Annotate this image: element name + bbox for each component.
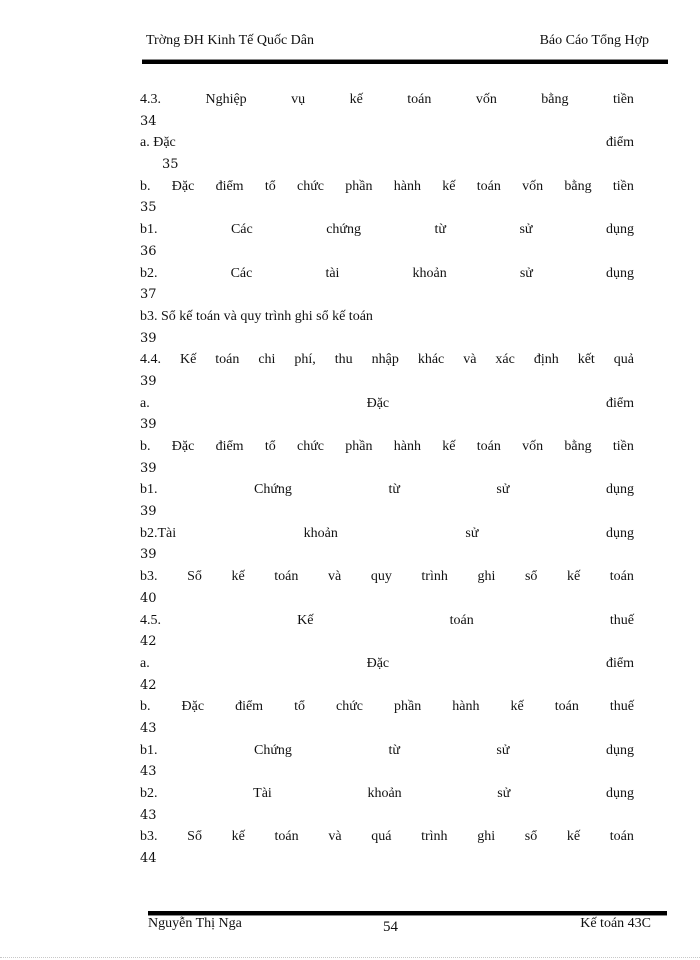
- toc-word: ghi: [477, 569, 496, 585]
- toc-page-number: 44: [140, 851, 157, 867]
- toc-word: sử: [497, 786, 511, 801]
- toc-word: trình: [421, 829, 448, 845]
- footer-author: Nguyễn Thị Nga: [148, 916, 242, 931]
- toc-word: Đặc: [366, 655, 390, 671]
- toc-entry: [140, 132, 634, 175]
- toc-word: Nghiệp: [205, 92, 247, 107]
- toc-word: dụng: [605, 742, 634, 758]
- toc-word: chi: [258, 352, 276, 368]
- toc-entry: [140, 653, 634, 696]
- toc-word: và: [463, 352, 477, 368]
- toc-entry: [140, 566, 634, 609]
- toc-entry: [140, 393, 634, 436]
- toc-page-number: 34: [140, 113, 157, 129]
- toc-word: 4.4.: [140, 352, 161, 368]
- toc-word: b.: [140, 178, 151, 194]
- toc-entry-title: [140, 479, 634, 501]
- toc-word: điểm: [215, 178, 244, 194]
- header-report-title: Báo Cáo Tổng Hợp: [539, 33, 649, 48]
- toc-word: vốn: [475, 92, 497, 107]
- header-university: Trờng ĐH Kinh Tế Quốc Dân: [146, 33, 315, 48]
- toc-word: toán: [449, 612, 474, 628]
- toc-page-number: 39: [140, 504, 157, 520]
- toc-word: toán: [609, 829, 634, 845]
- toc-word: sử: [519, 222, 533, 238]
- toc-word: quy: [370, 569, 392, 585]
- toc-word: và: [328, 569, 342, 585]
- toc-entry: [140, 696, 634, 739]
- toc-page-number: 39: [140, 460, 157, 476]
- toc-word: toán: [215, 352, 240, 368]
- toc-entry-title: [140, 653, 634, 675]
- toc-word: 4.5.: [140, 612, 161, 628]
- toc-word: b2.: [140, 265, 158, 281]
- toc-word: toán: [274, 829, 299, 845]
- toc-word: toán: [476, 439, 501, 454]
- toc-word: từ: [434, 222, 446, 238]
- toc-entry-title: [140, 132, 634, 154]
- toc-entry: [140, 783, 634, 826]
- toc-word: kế: [566, 569, 581, 585]
- toc-word: quá: [371, 829, 392, 845]
- toc-word: dụng: [606, 265, 634, 281]
- toc-page-number: 35: [162, 157, 179, 173]
- toc-word: b3.: [140, 569, 158, 585]
- toc-word: vốn: [522, 178, 544, 194]
- toc-entry-title: [140, 89, 634, 111]
- toc-word: Sổ: [187, 569, 202, 585]
- toc-word: định: [533, 352, 559, 368]
- toc-word: hành: [452, 699, 480, 715]
- toc-word: từ: [388, 742, 400, 758]
- toc-word: Chứng: [254, 742, 292, 758]
- toc-word: thuế: [609, 699, 634, 715]
- toc-word: b3. Sổ kế toán và quy trình ghi sổ kế toán: [140, 308, 373, 324]
- toc-word: bằng: [564, 439, 592, 454]
- toc-word: tiền: [612, 178, 634, 194]
- toc-page-number: 42: [140, 677, 157, 693]
- toc-word: b2.Tài: [140, 525, 177, 541]
- table-of-contents: [140, 89, 634, 870]
- toc-entry: [140, 176, 634, 219]
- toc-word: phần: [394, 699, 422, 715]
- toc-page-number: 40: [140, 590, 157, 606]
- toc-word: điểm: [605, 395, 634, 411]
- toc-word: Kế: [297, 612, 314, 628]
- toc-word: kế: [231, 569, 245, 585]
- toc-word: thu: [334, 352, 353, 368]
- toc-entry-title: [140, 696, 634, 718]
- toc-word: điểm: [605, 655, 634, 671]
- toc-page-number: 35: [140, 200, 157, 216]
- toc-word: chứng: [326, 222, 362, 238]
- toc-word: trình: [421, 569, 448, 585]
- toc-word: Các: [230, 222, 253, 238]
- toc-entry: [140, 263, 634, 306]
- toc-word: phí,: [294, 352, 316, 368]
- toc-entry: [140, 89, 634, 132]
- toc-entry: [140, 740, 634, 783]
- toc-word: kế: [442, 178, 456, 194]
- toc-word: b3.: [140, 829, 158, 845]
- toc-word: kế: [566, 829, 581, 845]
- toc-page-number: 43: [140, 807, 157, 823]
- toc-word: Kế: [179, 352, 197, 368]
- toc-entry: [140, 306, 634, 349]
- toc-word: tổ: [294, 699, 305, 715]
- toc-word: Đặc: [171, 439, 195, 454]
- toc-word: từ: [388, 482, 400, 498]
- toc-entry-title: [140, 566, 634, 588]
- toc-word: hành: [393, 439, 421, 454]
- toc-word: 4.3.: [140, 92, 161, 107]
- toc-entry-title: [140, 176, 634, 198]
- toc-entry-title: [140, 436, 634, 458]
- toc-word: sử: [465, 525, 479, 541]
- toc-word: kế: [510, 699, 524, 715]
- toc-word: a.: [140, 655, 150, 671]
- toc-word: điểm: [235, 699, 264, 715]
- toc-word: kế: [349, 92, 363, 107]
- page-boundary: [0, 957, 700, 958]
- toc-word: tài: [325, 265, 340, 281]
- footer-page-number: 54: [383, 919, 398, 935]
- toc-word: vụ: [291, 92, 306, 107]
- toc-word: vốn: [522, 439, 544, 454]
- toc-word: kết: [577, 352, 595, 368]
- toc-word: khoản: [412, 265, 447, 281]
- toc-page-number: 37: [140, 287, 157, 303]
- toc-word: toán: [476, 178, 501, 194]
- toc-page-number: 39: [140, 373, 157, 389]
- toc-page-number: 43: [140, 764, 157, 780]
- toc-page-number: 36: [140, 243, 157, 259]
- toc-word: Chứng: [254, 482, 292, 498]
- toc-word: sử: [496, 482, 510, 498]
- toc-word: sử: [519, 265, 533, 281]
- toc-word: tiền: [612, 439, 634, 454]
- toc-word: khác: [417, 352, 445, 368]
- toc-word: tổ: [264, 439, 276, 454]
- toc-word: điểm: [215, 439, 244, 454]
- toc-page-number: 39: [140, 547, 157, 563]
- toc-word: dụng: [605, 222, 634, 238]
- toc-word: sử: [496, 742, 510, 758]
- toc-word: và: [328, 829, 342, 845]
- toc-word: điểm: [606, 135, 634, 151]
- toc-entry: [140, 479, 634, 522]
- toc-word: Sổ: [187, 829, 202, 845]
- toc-entry: [140, 349, 634, 392]
- toc-word: Đặc: [366, 395, 390, 411]
- page-footer: [148, 916, 651, 938]
- toc-word: sổ: [524, 569, 538, 585]
- toc-word: bằng: [541, 92, 569, 107]
- toc-word: toán: [407, 92, 432, 107]
- toc-word: toán: [609, 569, 634, 585]
- footer-class: Kế toán 43C: [580, 916, 651, 931]
- toc-page-number: 39: [140, 417, 157, 433]
- toc-word: chức: [297, 178, 325, 194]
- toc-word: hành: [393, 178, 421, 194]
- toc-word: b2.: [140, 786, 158, 801]
- toc-word: Các: [230, 265, 253, 281]
- toc-word: ghi: [477, 829, 496, 845]
- toc-page-number: 43: [140, 720, 157, 736]
- toc-word: b1.: [140, 482, 158, 498]
- toc-word: b1.: [140, 742, 158, 758]
- toc-entry: [140, 436, 634, 479]
- toc-entry-title: [140, 783, 634, 805]
- toc-word: sổ: [524, 829, 538, 845]
- toc-word: b1.: [140, 222, 158, 238]
- toc-entry-title: [140, 349, 634, 371]
- toc-word: b.: [140, 699, 151, 715]
- toc-entry: [140, 610, 634, 653]
- toc-word: b.: [140, 439, 151, 454]
- toc-word: Đặc: [171, 178, 195, 194]
- toc-entry-title: [140, 740, 634, 762]
- toc-word: tổ: [264, 178, 276, 194]
- toc-word: tiền: [612, 92, 634, 107]
- page-header: [146, 30, 649, 54]
- toc-word: quả: [613, 352, 634, 368]
- toc-entry-title: [140, 219, 634, 241]
- toc-word: khoản: [367, 786, 402, 801]
- toc-word: a. Đặc: [140, 135, 176, 151]
- toc-word: nhập: [371, 352, 399, 368]
- toc-entry-title: [140, 826, 634, 848]
- toc-word: kế: [231, 829, 245, 845]
- toc-word: dụng: [605, 482, 634, 498]
- toc-entry-title: [140, 610, 634, 632]
- toc-page-number: 42: [140, 634, 157, 650]
- toc-word: thuế: [609, 612, 634, 628]
- toc-word: toán: [554, 699, 579, 715]
- toc-word: phần: [345, 439, 373, 454]
- toc-word: dụng: [605, 525, 634, 541]
- toc-word: xác: [495, 352, 515, 368]
- toc-entry: [140, 523, 634, 566]
- toc-word: chức: [336, 699, 364, 715]
- toc-word: Tài: [253, 786, 272, 801]
- toc-word: phần: [345, 178, 373, 194]
- toc-word: Đặc: [181, 699, 205, 715]
- toc-word: bằng: [564, 178, 592, 194]
- toc-word: dụng: [605, 786, 634, 801]
- toc-word: toán: [274, 569, 299, 585]
- toc-entry-title: [140, 523, 634, 545]
- toc-entry: [140, 826, 634, 869]
- toc-word: a.: [140, 395, 150, 411]
- toc-entry-title: [140, 263, 634, 285]
- toc-page-number: 39: [140, 330, 157, 346]
- toc-word: khoản: [303, 525, 338, 541]
- toc-word: kế: [442, 439, 456, 454]
- toc-word: chức: [297, 439, 325, 454]
- toc-entry-title: [140, 306, 634, 328]
- header-divider: [142, 59, 668, 64]
- toc-entry-title: [140, 393, 634, 415]
- toc-entry: [140, 219, 634, 262]
